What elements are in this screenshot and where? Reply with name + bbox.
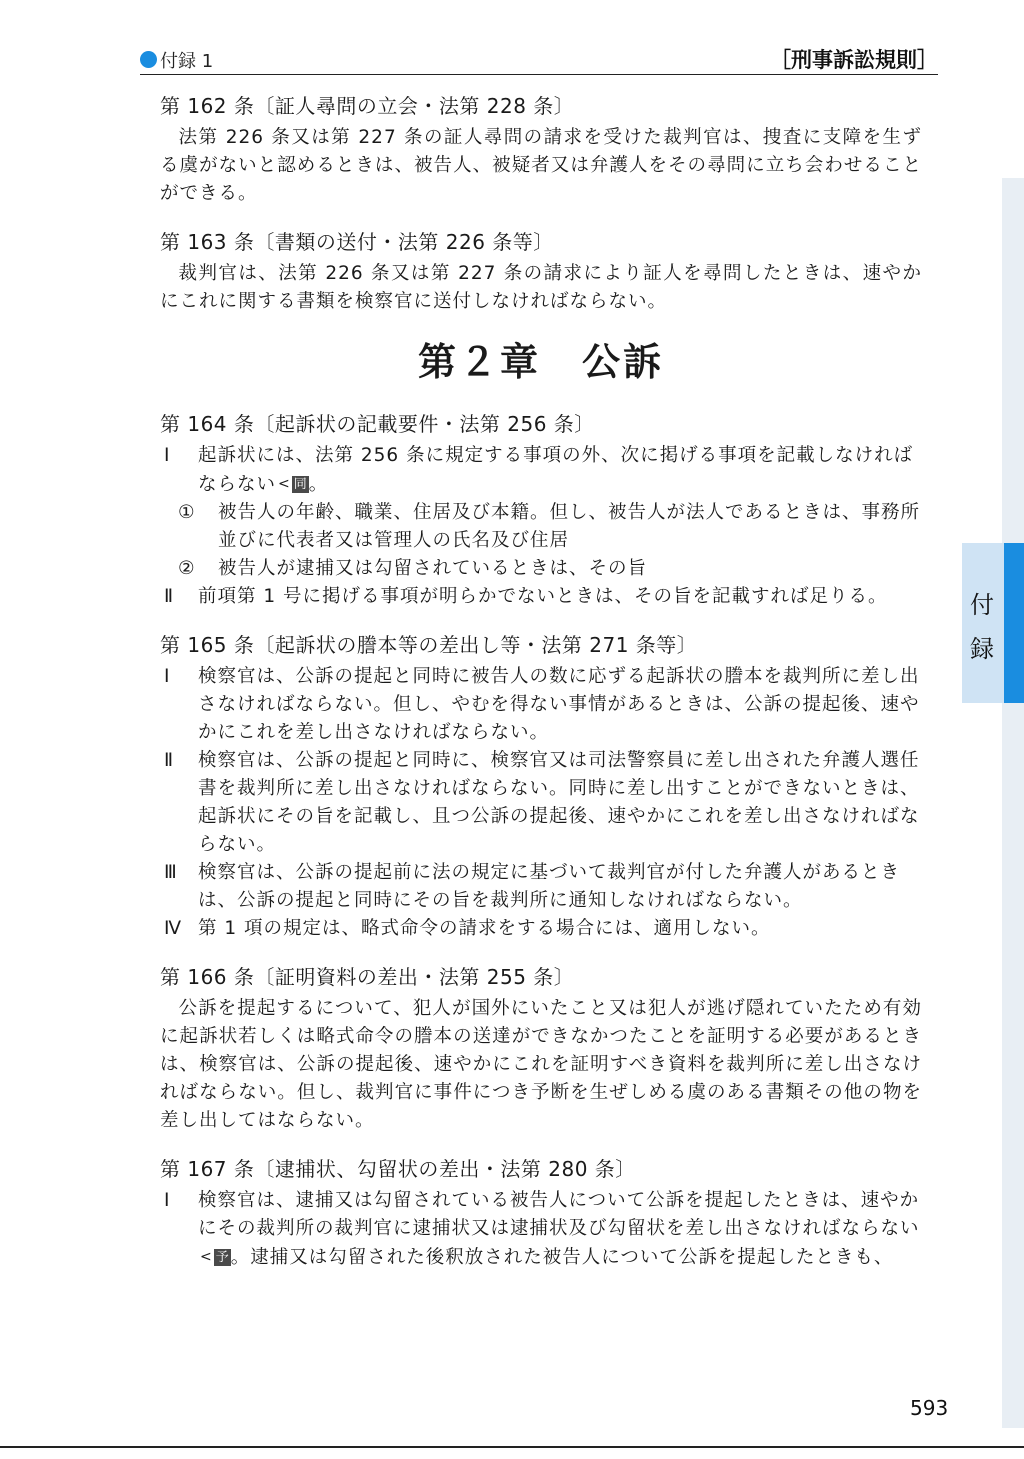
- paragraph-item: [160, 442, 922, 499]
- reference-badge: 予: [215, 1250, 229, 1265]
- paragraph-item: [160, 583, 922, 611]
- paragraph-number: Ⅰ: [164, 1190, 171, 1211]
- sub-item-number: ②: [178, 558, 196, 579]
- article-heading: 第 163 条〔書類の送付・法第 226 条等〕: [160, 230, 554, 254]
- page-body: [160, 90, 922, 1290]
- paragraph-item: [160, 915, 922, 943]
- side-tab-char-2: 録: [970, 635, 994, 663]
- paragraph-end: 。: [308, 474, 329, 495]
- sub-item: [160, 555, 922, 583]
- reference-badge: 同: [293, 477, 307, 492]
- sub-item: [160, 499, 922, 555]
- paragraph-text: 第 1 項の規定は、略式命令の請求をする場合には、適用しない。: [198, 918, 771, 939]
- paragraph-number: Ⅱ: [164, 586, 175, 607]
- side-tab-label: [966, 583, 998, 671]
- article-text: 法第 226 条又は第 227 条の証人尋問の請求を受けた裁判官は、捜査に支障を生ずる虞がないと認めるときは、被告人、被疑者又は弁護人をその尋問に立ち会わせることができる。: [160, 127, 922, 204]
- paragraph-text: 検察官は、公訴の提起前に法の規定に基づいて裁判官が付した弁護人があるときは、公訴の提起と同時にその旨を裁判所に通知しなければならない。: [198, 862, 901, 911]
- article-text: 公訴を提起するについて、犯人が国外にいたこと又は犯人が逃げ隠れていたため有効に起訴状若しくは略式命令の謄本の送達ができなかつたことを証明する必要があるときは、検察官は、公訴の提起後、速やかにこれを証明すべき資料を裁判所に差し出さなければならない。但し、裁判官に事件につき予断を生ぜしめる虞のある書類その他の物を差し出してはならない。: [160, 998, 922, 1131]
- appendix-side-tab: [962, 543, 1024, 703]
- paragraph-text: 検察官は、公訴の提起と同時に、検察官又は司法警察員に差し出された弁護人選任書を裁判所に差し出さなければならない。同時に差し出すことができないときは、起訴状にその旨を記載し、且つ公訴の提起後、速やかにこれを差し出さなければならない。: [198, 750, 920, 855]
- paragraph-item: [160, 747, 922, 859]
- side-margin-strip: [1002, 178, 1024, 1428]
- article-heading: 第 164 条〔起訴状の記載要件・法第 256 条〕: [160, 412, 595, 436]
- book-title: ［刑事訴訟規則］: [770, 48, 938, 72]
- article-163: [160, 226, 922, 316]
- paragraph-number: Ⅲ: [164, 862, 178, 883]
- paragraph-item: [160, 859, 922, 915]
- paragraph-text: 起訴状には、法第 256 条に規定する事項の外、次に掲げる事項を記載しなければならない: [198, 445, 914, 495]
- running-header: [140, 44, 938, 75]
- sub-item-text: 被告人の年齢、職業、住居及び本籍。但し、被告人が法人であるときは、事務所並びに代表者又は管理人の氏名及び住居: [218, 502, 921, 551]
- paragraph-text: 検察官は、逮捕又は勾留されている被告人について公訴を提起したときは、速やかにその裁判所の裁判官に逮捕状又は逮捕状及び勾留状を差し出さなければならない: [198, 1190, 920, 1239]
- article-166: [160, 961, 922, 1135]
- section-bullet-icon: [140, 51, 157, 68]
- paragraph-number: Ⅱ: [164, 750, 175, 771]
- article-heading: 第 162 条〔証人尋問の立会・法第 228 条〕: [160, 94, 575, 118]
- article-167: [160, 1153, 922, 1272]
- article-162: [160, 90, 922, 208]
- sub-item-number: ①: [178, 502, 196, 523]
- side-tab-accent: [1004, 543, 1024, 703]
- bottom-rule: [0, 1446, 1024, 1448]
- paragraph-text: 前項第 1 号に掲げる事項が明らかでないときは、その旨を記載すれば足りる。: [198, 586, 888, 607]
- paragraph-number: Ⅰ: [164, 666, 171, 687]
- paragraph-text: 検察官は、公訴の提起と同時に被告人の数に応ずる起訴状の謄本を裁判所に差し出さなければならない。但し、やむを得ない事情があるときは、公訴の提起後、速やかにこれを差し出さなければならない。: [198, 666, 920, 743]
- reference-arrow-icon: <: [278, 476, 290, 492]
- article-text: 裁判官は、法第 226 条又は第 227 条の請求により証人を尋問したときは、速やかにこれに関する書類を検察官に送付しなければならない。: [160, 263, 922, 312]
- paragraph-number: Ⅳ: [164, 918, 183, 939]
- reference-arrow-icon: <: [200, 1249, 212, 1265]
- section-label: 付録 1: [160, 51, 214, 72]
- paragraph-item: [160, 1187, 922, 1272]
- article-heading: 第 167 条〔逮捕状、勾留状の差出・法第 280 条〕: [160, 1157, 636, 1181]
- article-165: [160, 629, 922, 943]
- article-heading: 第 166 条〔証明資料の差出・法第 255 条〕: [160, 965, 575, 989]
- paragraph-number: Ⅰ: [164, 445, 171, 466]
- article-164: [160, 408, 922, 611]
- sub-item-text: 被告人が逮捕又は勾留されているときは、その旨: [218, 558, 648, 579]
- paragraph-text-continued: 。逮捕又は勾留された後釈放された被告人について公訴を提起したときも、: [230, 1247, 894, 1268]
- article-heading: 第 165 条〔起訴状の謄本等の差出し等・法第 271 条等〕: [160, 633, 698, 657]
- paragraph-item: [160, 663, 922, 747]
- chapter-title: 第２章 公訴: [417, 340, 664, 384]
- page-number: 593: [910, 1396, 949, 1420]
- side-tab-char-1: 付: [970, 591, 994, 619]
